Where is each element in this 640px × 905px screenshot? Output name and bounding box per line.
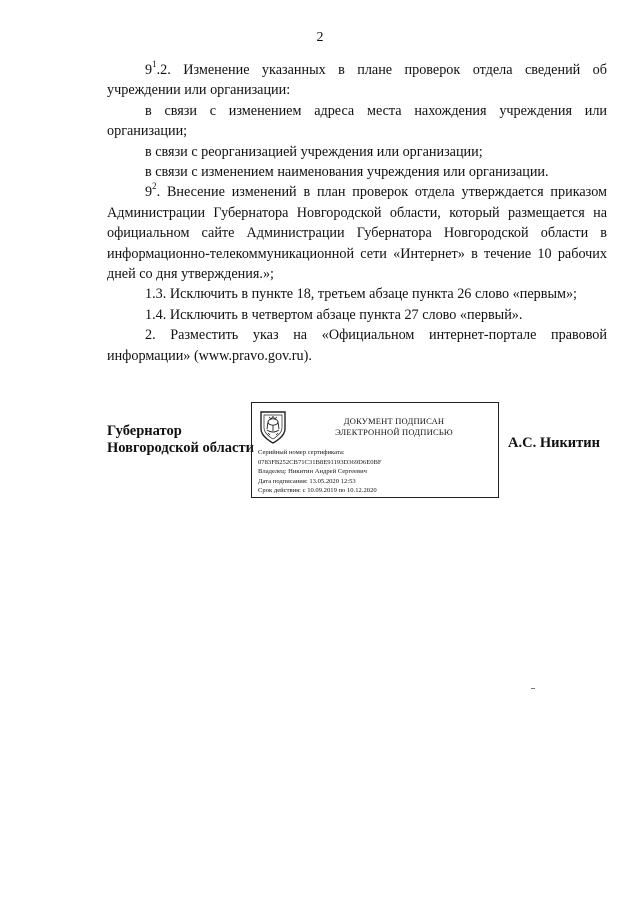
signer-title-line-1: Губернатор xyxy=(107,423,182,439)
stamp-heading xyxy=(294,416,494,438)
clause-superscript: 1 xyxy=(152,59,157,69)
stamp-details xyxy=(258,448,494,496)
stamp-heading-line-2: ЭЛЕКТРОННОЙ ПОДПИСЬЮ xyxy=(335,427,453,437)
electronic-signature-stamp xyxy=(251,402,499,498)
paragraph-reorganization xyxy=(107,142,607,162)
paragraph-name-change xyxy=(107,162,607,182)
paragraph-text: в связи с реорганизацией учреждения или организации; xyxy=(145,143,483,160)
page-number: 2 xyxy=(316,30,324,45)
paragraph-9-1-2 xyxy=(107,60,607,101)
paragraph-1-4 xyxy=(107,305,607,325)
certificate-validity: Срок действия: с 10.09.2019 по 10.12.2020 xyxy=(258,487,377,495)
signer-title xyxy=(107,423,254,457)
paragraph-text: 2. Разместить указ на «Официальном интернет-портале правовой информации» (www.pravo.gov.ru). xyxy=(107,327,607,364)
stamp-heading-line-1: ДОКУМЕНТ ПОДПИСАН xyxy=(343,416,445,426)
paragraph-9-2 xyxy=(107,182,607,284)
paragraph-text: в связи с изменением адреса места нахождения учреждения или организации; xyxy=(107,102,607,140)
certificate-serial: 0783FB252CB71C31B8E91193D369D6E0BF xyxy=(258,458,382,466)
signer-title-line-2: Новгородской области xyxy=(107,440,254,456)
certificate-owner: Владелец: Никитин Андрей Сергеевич xyxy=(258,468,367,476)
coat-of-arms-icon xyxy=(258,409,288,445)
clause-number: 9 xyxy=(145,184,153,201)
paragraph-2 xyxy=(107,325,607,366)
paragraph-text: 1.4. Исключить в четвертом абзаце пункта 27 слово «первый». xyxy=(145,306,523,323)
certificate-label: Серийный номер сертификата: xyxy=(258,449,345,456)
signing-date: Дата подписания: 13.05.2020 12:53 xyxy=(258,477,356,485)
signer-name: А.С. Никитин xyxy=(508,435,600,451)
document-body xyxy=(107,60,607,366)
scan-mark xyxy=(531,688,535,689)
paragraph-1-3 xyxy=(107,284,607,304)
paragraph-text: 1.3. Исключить в пункте 18, третьем абзаце пункта 26 слово «первым»; xyxy=(145,286,577,303)
clause-number: 9 xyxy=(145,62,153,78)
paragraph-text: . Внесение изменений в план проверок отдела утверждается приказом Администрации Губернатора Новгородской области, который размещается на официальном сайте Администрации Губернатора Новгородской области в информационно-телекоммуникационной сети «Интернет» в течение 10 рабочих дней со дня утверждения.»; xyxy=(107,184,607,283)
paragraph-text: в связи с изменением наименования учреждения или организации. xyxy=(145,164,549,181)
paragraph-address-change xyxy=(107,101,607,142)
paragraph-text: .2. Изменение указанных в плане проверок отдела сведений об учреждении или организации: xyxy=(107,62,607,99)
clause-superscript: 2 xyxy=(152,181,157,192)
